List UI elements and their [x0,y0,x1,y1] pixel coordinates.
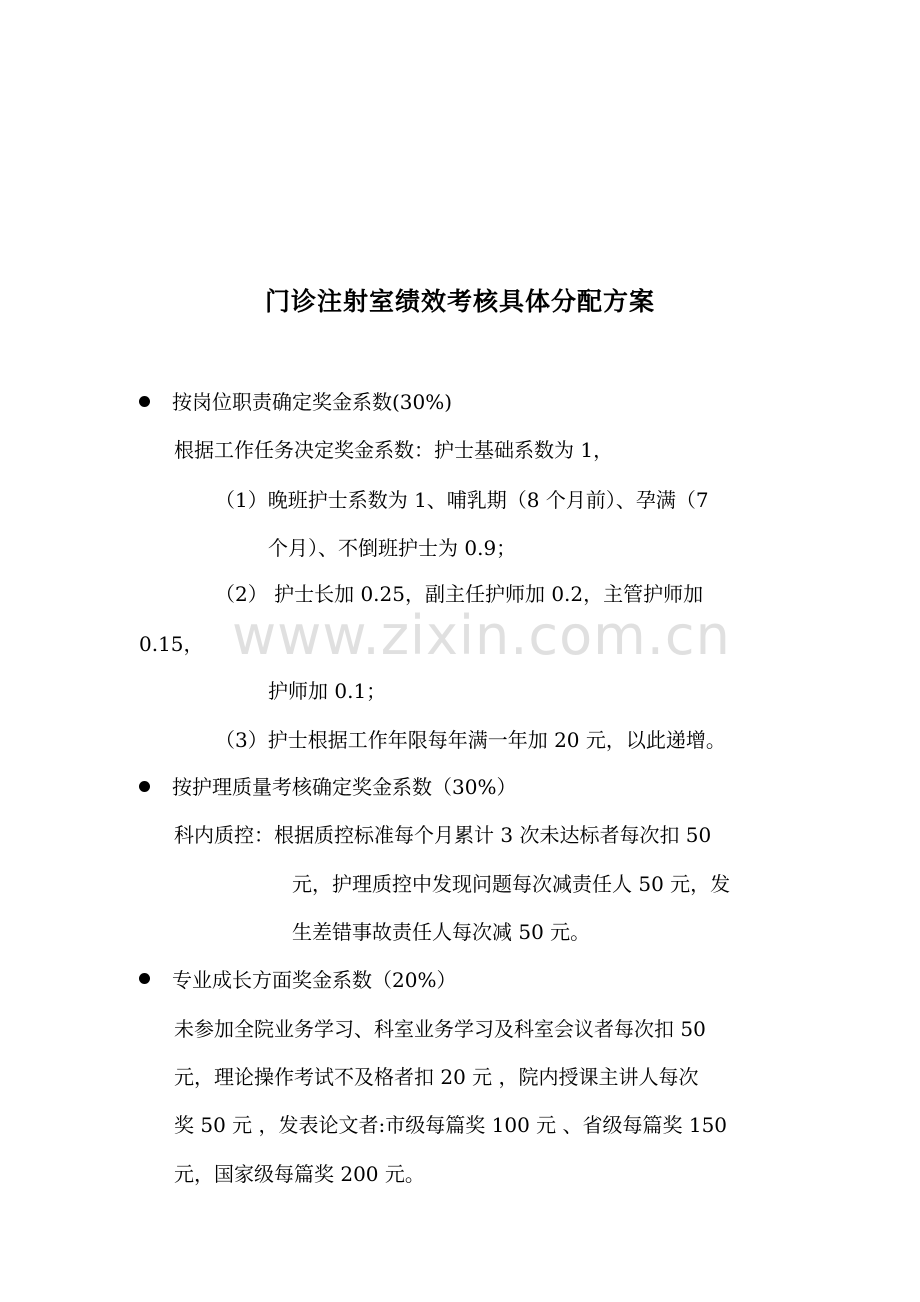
bullet-icon [139,396,150,407]
paragraph-line: 元，理论操作考试不及格者扣 20 元 ，院内授课主讲人每次 [174,1065,699,1089]
paragraph-line: （2） 护士长加 0.25，副主任护师加 0.2，主管护师加 [215,582,704,606]
paragraph-line: （1）晚班护士系数为 1、哺乳期（8 个月前）、孕满（7 [215,488,709,512]
paragraph-line: 生差错事故责任人每次减 50 元。 [292,920,591,944]
paragraph-line: 护师加 0.1； [268,679,387,703]
watermark-text: www.zixin.com.cn [232,604,731,667]
document-title: 门诊注射室绩效考核具体分配方案 [264,287,655,316]
bullet-icon [139,973,150,984]
paragraph-line: 科内质控：根据质控标准每个月累计 3 次未达标者每次扣 50 [174,823,712,847]
paragraph-line: 0.15， [139,632,204,656]
paragraph-line: 奖 50 元 ，发表论文者:市级每篇奖 100 元 、省级每篇奖 150 [174,1113,728,1137]
paragraph-line: 元，国家级每篇奖 200 元。 [174,1162,425,1186]
paragraph-line: （3）护士根据工作年限每年满一年加 20 元，以此递增。 [215,728,726,752]
section-heading: 按护理质量考核确定奖金系数（30%） [172,775,517,799]
section-heading: 专业成长方面奖金系数（20%） [172,968,457,992]
paragraph-line: 根据工作任务决定奖金系数：护士基础系数为 1， [174,438,614,462]
paragraph-line: 未参加全院业务学习、科室业务学习及科室会议者每次扣 50 [174,1017,706,1041]
bullet-icon [139,781,150,792]
paragraph-line: 个月）、不倒班护士为 0.9； [268,536,517,560]
section-heading: 按岗位职责确定奖金系数(30%) [172,390,453,414]
paragraph-line: 元，护理质控中发现问题每次减责任人 50 元，发 [292,872,731,896]
